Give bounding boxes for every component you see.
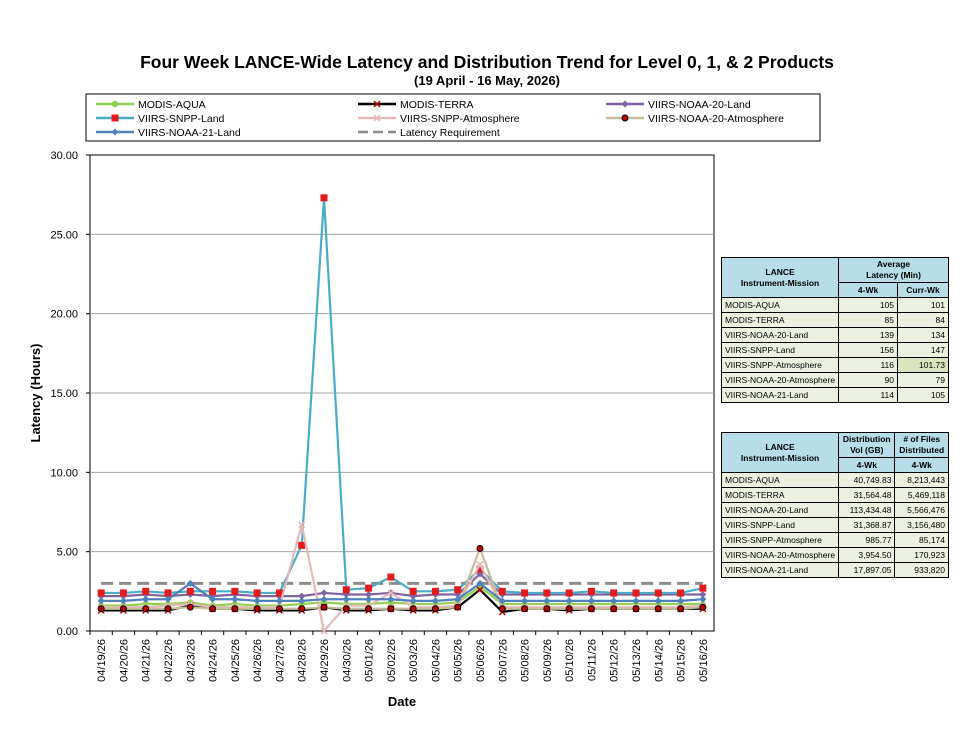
x-axis-label: Date [387, 694, 417, 709]
legend-label: MODIS-TERRA [400, 99, 474, 111]
legend-label: VIIRS-SNPP-Land [138, 113, 225, 125]
latency-table-avg-header: Average Latency (Min) [839, 258, 949, 283]
data-point [633, 589, 640, 596]
x-tick-label: 05/13/26 [631, 639, 643, 682]
latency-4wk-cell: 156 [839, 343, 898, 358]
data-point [298, 542, 305, 549]
latency-curr-cell: 105 [898, 388, 949, 403]
files-cell: 170,923 [895, 548, 949, 563]
x-tick-label: 04/29/26 [319, 639, 331, 682]
latency-table-row [722, 298, 949, 313]
x-tick-label: 04/24/26 [207, 639, 220, 682]
data-point [610, 589, 617, 596]
data-point [98, 606, 104, 612]
distribution-table-row [722, 488, 949, 503]
data-point [210, 606, 216, 612]
latency-table-row [722, 328, 949, 343]
instrument-cell: VIIRS-SNPP-Atmosphere [722, 358, 839, 373]
data-point [410, 588, 417, 595]
latency-table-row [722, 313, 949, 328]
distribution-table [721, 432, 949, 578]
legend-label: VIIRS-NOAA-21-Land [138, 127, 241, 139]
latency-4wk-cell: 105 [839, 298, 898, 313]
instrument-cell: MODIS-AQUA [722, 473, 839, 488]
latency-table-row [722, 373, 949, 388]
x-tick-label: 04/28/26 [296, 639, 309, 682]
data-point [165, 606, 171, 612]
data-point [655, 606, 661, 612]
data-point [410, 606, 416, 612]
data-point [254, 606, 260, 612]
x-tick-label: 05/01/26 [363, 639, 376, 682]
latency-curr-cell: 147 [898, 343, 949, 358]
legend-label: VIIRS-NOAA-20-Land [648, 99, 751, 111]
x-tick-label: 04/23/26 [185, 639, 198, 682]
data-point [544, 606, 550, 612]
data-point [633, 606, 639, 612]
y-tick-label: 25.00 [50, 229, 78, 242]
instrument-cell: VIIRS-NOAA-20-Atmosphere [722, 373, 839, 388]
instrument-cell: VIIRS-NOAA-21-Land [722, 388, 839, 403]
data-point [366, 606, 372, 612]
data-point [655, 589, 662, 596]
data-point [165, 589, 172, 596]
x-tick-label: 05/14/26 [653, 639, 666, 682]
volume-cell: 40,749.83 [839, 473, 895, 488]
volume-cell: 3,954.50 [839, 548, 895, 563]
y-tick-label: 20.00 [50, 308, 78, 321]
files-cell: 5,469,118 [895, 488, 949, 503]
volume-cell: 31,368.87 [839, 518, 895, 533]
data-point [566, 606, 572, 612]
instrument-cell: MODIS-TERRA [722, 313, 839, 328]
files-cell: 3,156,480 [895, 518, 949, 533]
volume-cell: 17,897.05 [839, 563, 895, 578]
data-point [187, 588, 194, 595]
latency-table-curr-header: Curr-Wk [898, 283, 949, 298]
latency-curr-cell: 134 [898, 328, 949, 343]
instrument-cell: VIIRS-NOAA-21-Land [722, 563, 839, 578]
x-tick-label: 05/04/26 [430, 639, 443, 682]
legend-label: MODIS-AQUA [138, 99, 206, 111]
legend-marker [112, 101, 118, 107]
data-point [499, 606, 505, 612]
data-point [98, 589, 105, 596]
x-tick-label: 05/10/26 [564, 639, 577, 682]
distribution-table-vol-header: Distribution Vol (GB) [839, 433, 895, 458]
latency-table-instrument-header: LANCE Instrument-Mission [722, 258, 839, 298]
instrument-cell: MODIS-AQUA [722, 298, 839, 313]
data-point [120, 606, 126, 612]
chart-subtitle: (19 April - 16 May, 2026) [414, 73, 560, 88]
x-tick-label: 04/22/26 [163, 639, 175, 682]
instrument-cell: VIIRS-NOAA-20-Land [722, 503, 839, 518]
legend-marker [112, 115, 119, 122]
data-point [388, 606, 394, 612]
legend-label: VIIRS-SNPP-Atmosphere [400, 113, 520, 125]
instrument-cell: VIIRS-SNPP-Land [722, 343, 839, 358]
x-tick-label: 04/21/26 [140, 639, 153, 682]
data-point [454, 586, 461, 593]
x-tick-label: 04/27/26 [274, 639, 287, 682]
latency-table-row [722, 358, 949, 373]
distribution-table-vol-4wk-header: 4-Wk [839, 458, 895, 473]
legend-marker [622, 115, 628, 121]
volume-cell: 985.77 [839, 533, 895, 548]
data-point [343, 586, 350, 593]
x-tick-label: 05/15/26 [675, 639, 688, 682]
x-tick-label: 05/16/26 [697, 639, 710, 682]
data-point [432, 606, 438, 612]
y-axis-label: Latency (Hours) [28, 343, 43, 443]
x-tick-label: 05/12/26 [608, 639, 621, 682]
y-tick-label: 15.00 [50, 388, 78, 400]
instrument-cell: VIIRS-NOAA-20-Land [722, 328, 839, 343]
distribution-table-row [722, 503, 949, 518]
legend-label: Latency Requirement [400, 127, 500, 139]
latency-curr-cell: 101 [898, 298, 949, 313]
data-point [543, 589, 550, 596]
distribution-table-row [722, 533, 949, 548]
data-point [432, 588, 439, 595]
x-tick-label: 05/08/26 [519, 639, 532, 682]
x-tick-label: 05/06/26 [475, 639, 487, 682]
data-point [343, 606, 349, 612]
latency-4wk-cell: 116 [839, 358, 898, 373]
x-tick-label: 04/30/26 [341, 639, 354, 682]
latency-4wk-cell: 90 [839, 373, 898, 388]
distribution-table-row [722, 473, 949, 488]
data-point [231, 588, 238, 595]
x-tick-label: 04/25/26 [229, 639, 242, 682]
x-tick-label: 04/19/26 [96, 639, 109, 682]
x-tick-label: 04/20/26 [118, 639, 131, 682]
y-tick-label: 10.00 [50, 467, 78, 480]
data-point [232, 606, 238, 612]
data-point [321, 194, 328, 201]
data-point [522, 606, 528, 612]
latency-table-row [722, 343, 949, 358]
instrument-cell: MODIS-TERRA [722, 488, 839, 503]
x-tick-label: 05/05/26 [452, 639, 465, 682]
latency-table-4wk-header: 4-Wk [839, 283, 898, 298]
latency-4wk-cell: 114 [839, 388, 898, 403]
data-point [209, 588, 216, 595]
data-point [387, 574, 394, 581]
distribution-table-files-4wk-header: 4-Wk [895, 458, 949, 473]
data-point [143, 606, 149, 612]
instrument-cell: VIIRS-NOAA-20-Atmosphere [722, 548, 839, 563]
data-point [120, 589, 127, 596]
latency-curr-cell: 79 [898, 373, 949, 388]
data-point [588, 606, 594, 612]
instrument-cell: VIIRS-SNPP-Land [722, 518, 839, 533]
distribution-table-row [722, 563, 949, 578]
latency-curr-cell: 101.73 [898, 358, 949, 373]
x-tick-label: 04/26/26 [252, 639, 265, 682]
data-point [187, 604, 193, 610]
data-point [678, 606, 684, 612]
x-tick-label: 05/03/26 [408, 639, 421, 682]
data-point [477, 545, 483, 551]
latency-table [721, 257, 949, 403]
data-point [521, 589, 528, 596]
y-tick-label: 5.00 [56, 546, 78, 559]
files-cell: 8,213,443 [895, 473, 949, 488]
data-point [588, 588, 595, 595]
distribution-table-row [722, 548, 949, 563]
x-tick-label: 05/02/26 [385, 639, 398, 682]
distribution-table-instrument-header: LANCE Instrument-Mission [722, 433, 839, 473]
distribution-table-files-header: # of Files Distributed [895, 433, 949, 458]
data-point [276, 606, 282, 612]
data-point [254, 589, 261, 596]
x-tick-label: 05/09/26 [541, 639, 554, 682]
files-cell: 5,566,476 [895, 503, 949, 518]
files-cell: 933,820 [895, 563, 949, 578]
data-point [611, 606, 617, 612]
x-tick-label: 05/07/26 [497, 639, 510, 682]
volume-cell: 113,434.48 [839, 503, 895, 518]
latency-4wk-cell: 139 [839, 328, 898, 343]
y-tick-label: 0.00 [56, 626, 78, 638]
y-tick-label: 30.00 [50, 150, 78, 162]
files-cell: 85,174 [895, 533, 949, 548]
data-point [365, 585, 372, 592]
data-point [566, 589, 573, 596]
instrument-cell: VIIRS-SNPP-Atmosphere [722, 533, 839, 548]
data-point [455, 604, 461, 610]
data-point [499, 588, 506, 595]
latency-curr-cell: 84 [898, 313, 949, 328]
latency-4wk-cell: 85 [839, 313, 898, 328]
data-point [142, 588, 149, 595]
volume-cell: 31,564.48 [839, 488, 895, 503]
distribution-table-row [722, 518, 949, 533]
chart-title: Four Week LANCE-Wide Latency and Distribution Trend for Level 0, 1, & 2 Products [140, 52, 834, 72]
latency-table-row [722, 388, 949, 403]
data-point [677, 589, 684, 596]
x-tick-label: 05/11/26 [586, 639, 599, 682]
data-point [321, 604, 327, 610]
data-point [699, 585, 706, 592]
legend-label: VIIRS-NOAA-20-Atmosphere [648, 113, 784, 125]
data-point [700, 604, 706, 610]
data-point [299, 606, 305, 612]
